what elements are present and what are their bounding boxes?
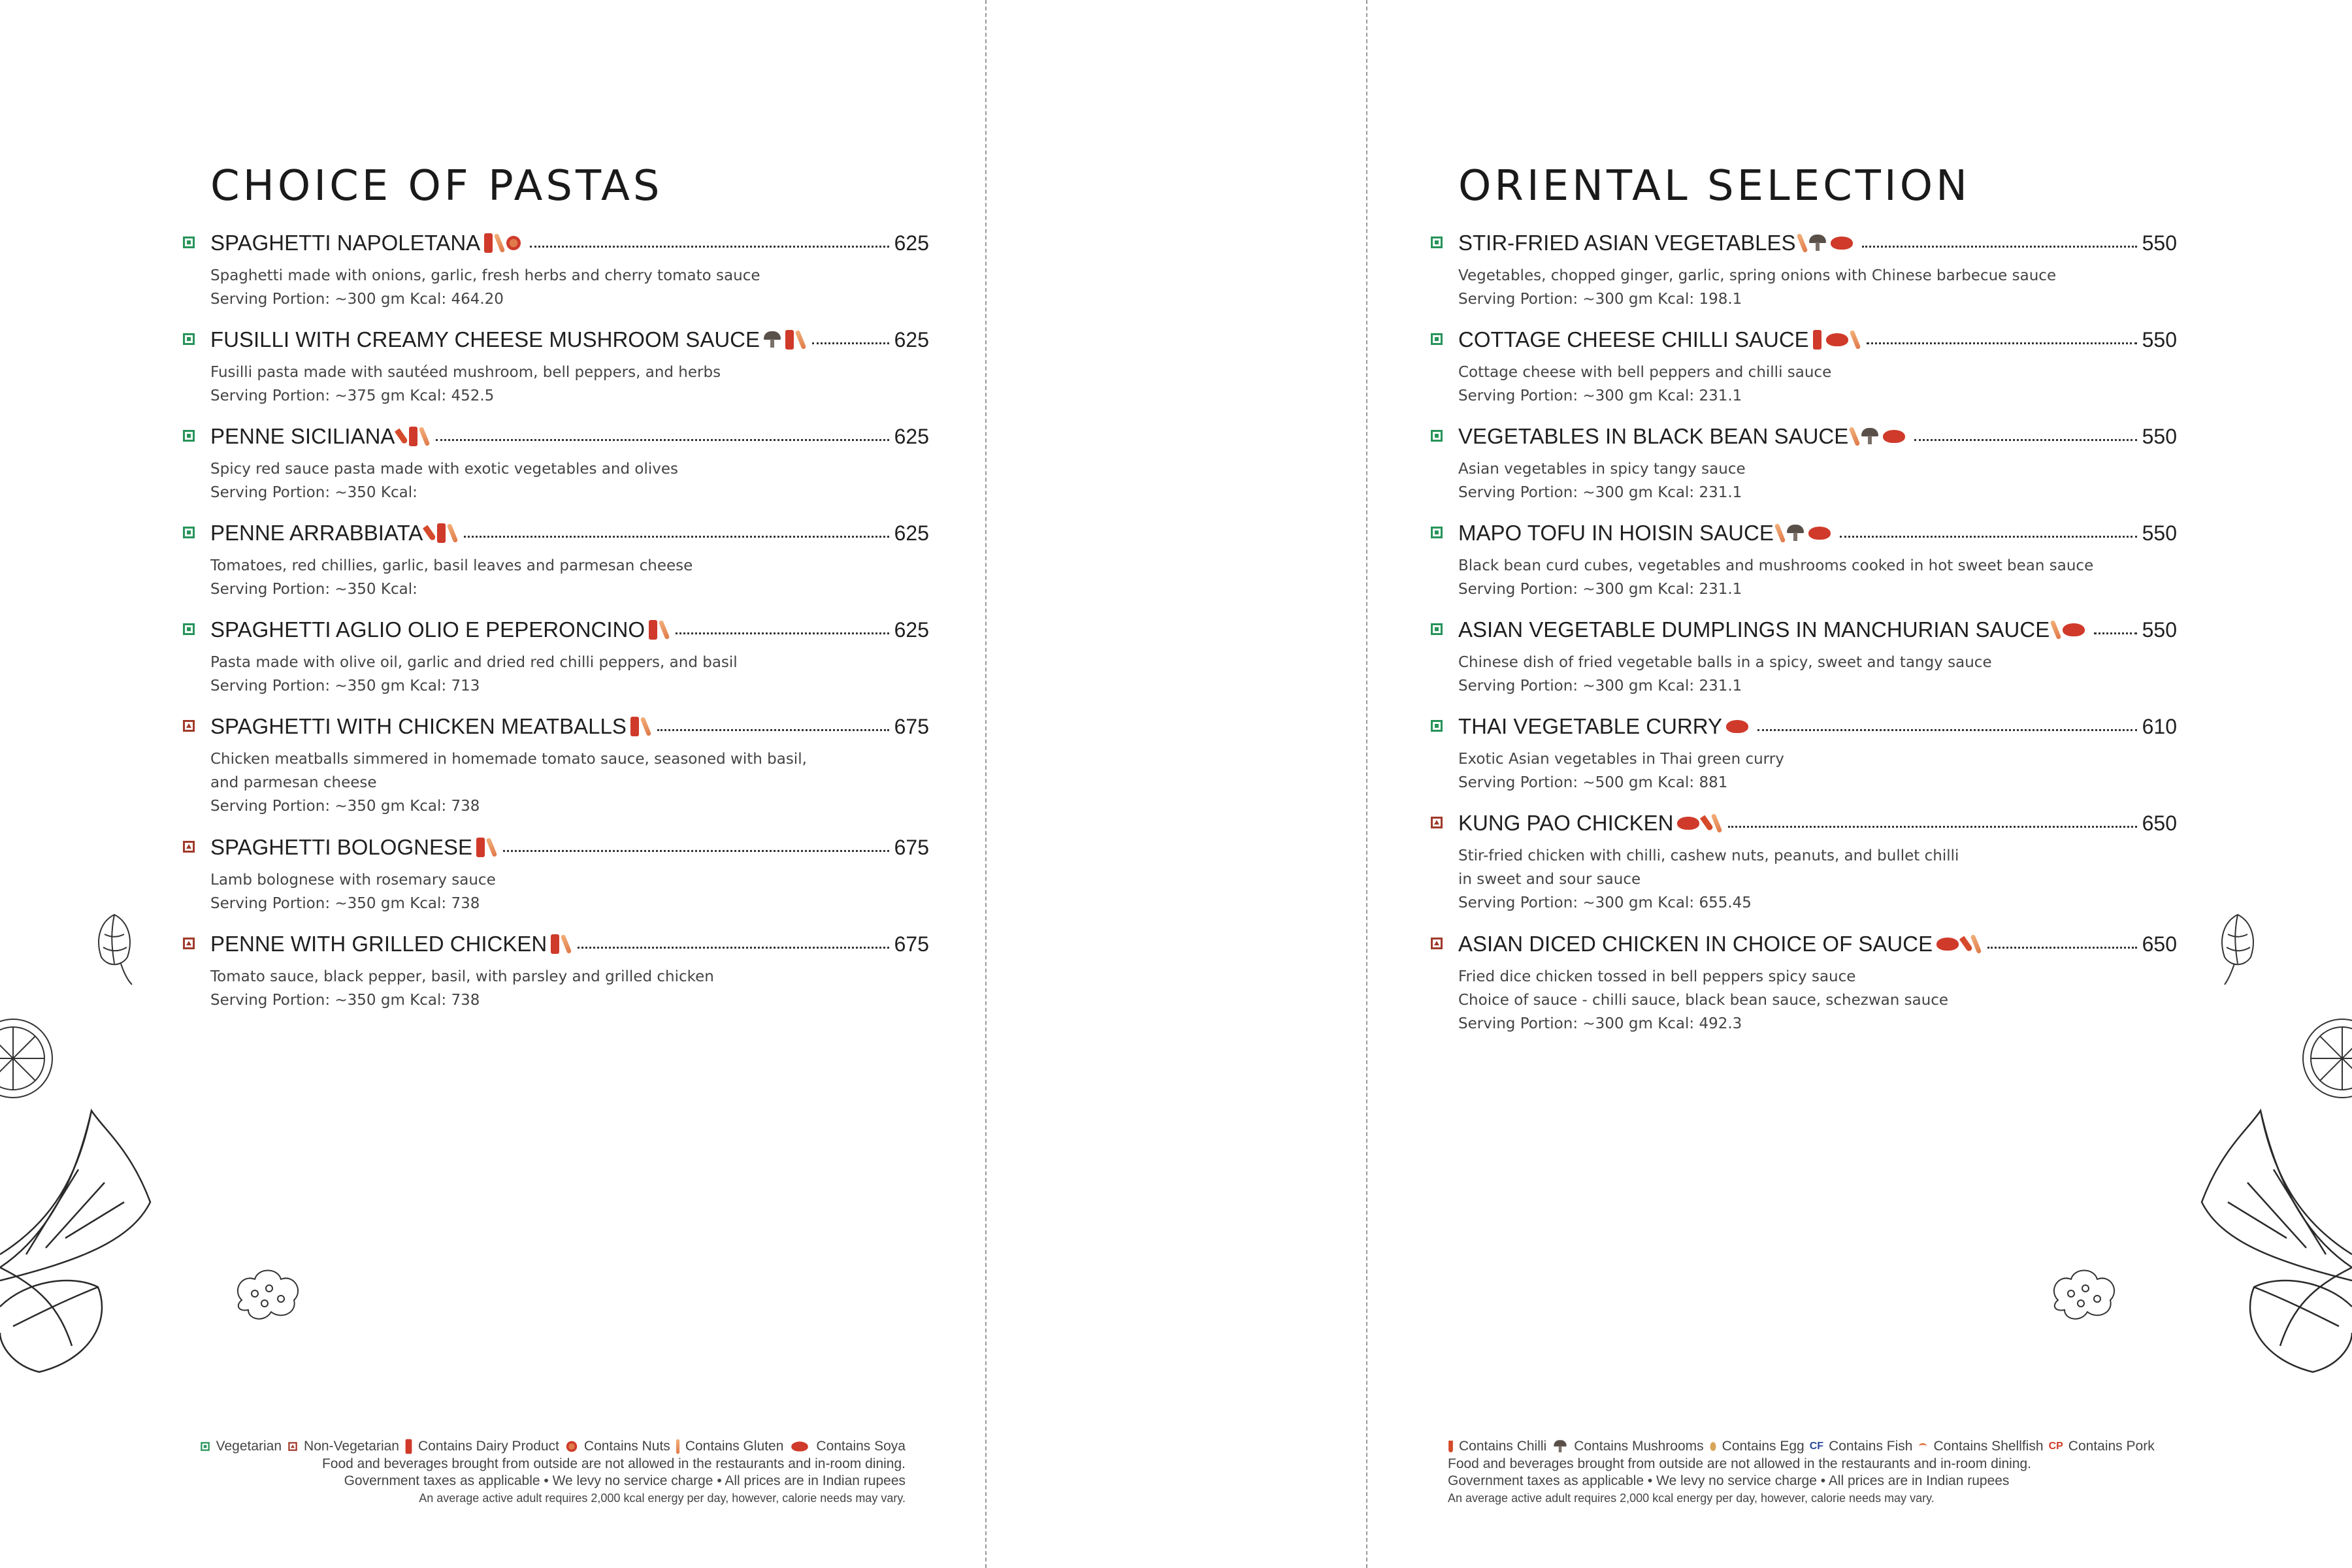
legend-dairy: Contains Dairy Product [417, 1439, 559, 1454]
menu-item-heading [1458, 930, 2177, 958]
menu-item [210, 325, 929, 404]
menu-item-heading [1458, 809, 2177, 838]
chilli-icon [1448, 1441, 1453, 1452]
menu-item-name: PENNE WITH GRILLED CHICKEN [210, 932, 547, 956]
menu-item-name: SPAGHETTI NAPOLETANA [210, 231, 481, 255]
legend-right [1448, 1437, 2199, 1507]
description-line: Serving Portion: ~300 gm Kcal: 231.1 [1458, 484, 1742, 501]
menu-item-heading [210, 325, 929, 354]
leader-dots [464, 536, 889, 538]
gluten-icon [795, 330, 807, 350]
leader-dots [1867, 342, 2137, 344]
description-line: Serving Portion: ~300 gm Kcal: 464.20 [210, 291, 504, 308]
dairy-icon [649, 620, 657, 640]
non-vegetarian-icon [1431, 938, 1443, 949]
menu-item-name: FUSILLI WITH CREAMY CHEESE MUSHROOM SAUCE [210, 327, 760, 351]
menu-item [210, 422, 929, 501]
menu-item-heading [1458, 325, 2177, 354]
legend-note-outside-food: Food and beverages brought from outside are not allowed in the restaurants and in-room dining. [321, 1456, 906, 1471]
menu-item-heading [210, 519, 929, 547]
menu-item-name: THAI VEGETABLE CURRY [1458, 714, 1723, 738]
menu-item-price: 625 [894, 425, 929, 448]
leader-dots [1862, 246, 2137, 248]
menu-item [1458, 325, 2177, 404]
menu-item-price: 675 [894, 836, 929, 859]
menu-item-name: STIR-FRIED ASIAN VEGETABLES [1458, 231, 1796, 255]
menu-item-description [1458, 361, 1831, 408]
nuts-icon [506, 236, 521, 250]
menu-item-price: 625 [894, 521, 929, 545]
nuts-icon [566, 1441, 578, 1452]
leader-dots [1840, 536, 2137, 538]
leader-dots [1728, 826, 2137, 828]
menu-item-heading [210, 615, 929, 644]
description-line: and parmesan cheese [210, 774, 377, 791]
allergen-icons [2053, 620, 2085, 640]
allergen-icons [1852, 427, 1905, 446]
description-line: Serving Portion: ~350 gm Kcal: 738 [210, 895, 480, 912]
menu-item-heading [210, 833, 929, 862]
shellfish-icon [1919, 1443, 1927, 1450]
legend-note-taxes: Government taxes as applicable • We levy no service charge • All prices are in Indian rupees [1448, 1473, 2010, 1488]
menu-item-heading [1458, 519, 2177, 547]
leader-dots [503, 850, 889, 852]
gluten-icon [676, 1439, 679, 1454]
soya-icon [1883, 430, 1905, 443]
egg-icon [1710, 1442, 1716, 1451]
legend-vegetarian: Vegetarian [216, 1439, 282, 1454]
gluten-icon [640, 717, 652, 736]
broccoli-illustration-right [2045, 1261, 2123, 1333]
gluten-icon [419, 427, 431, 446]
vegetarian-icon [201, 1442, 210, 1451]
legend-note-kcal: An average active adult requires 2,000 kcal energy per day, however, calorie needs may vary. [1448, 1492, 1935, 1505]
menu-item-description [1458, 747, 1784, 794]
menu-item [210, 229, 929, 308]
menu-item-description [1458, 264, 2056, 311]
description-line: Serving Portion: ~300 gm Kcal: 198.1 [1458, 291, 1742, 308]
leader-dots [1987, 947, 2137, 949]
menu-item-description [1458, 554, 2093, 601]
allergen-icons [764, 330, 803, 350]
menu-item [1458, 712, 2177, 791]
description-line: Serving Portion: ~350 Kcal: [210, 581, 417, 598]
menu-item-description [210, 457, 678, 504]
leader-dots [676, 632, 889, 634]
mushroom-icon [1554, 1440, 1567, 1453]
menu-item-price: 650 [2142, 811, 2177, 835]
menu-item [1458, 519, 2177, 598]
description-line: Serving Portion: ~300 gm Kcal: 231.1 [1458, 581, 1742, 598]
dairy-icon [785, 330, 794, 350]
description-line: Stir-fried chicken with chilli, cashew nuts, peanuts, and bullet chilli [1458, 847, 1959, 864]
gluten-icon [561, 934, 572, 954]
menu-item-heading [210, 930, 929, 958]
fish-icon: CF [1809, 1441, 1824, 1452]
menu-item-name-line [1458, 519, 1831, 547]
dairy-icon [476, 838, 485, 857]
menu-item-name-line [210, 325, 803, 354]
description-line: Serving Portion: ~350 Kcal: [210, 484, 417, 501]
menu-item-name-line [210, 615, 666, 644]
menu-item-name-line [1458, 712, 1748, 741]
legend-note-taxes: Government taxes as applicable • We levy no service charge • All prices are in Indian rupees [344, 1473, 906, 1488]
dairy-icon [437, 523, 446, 543]
menu-item-name: PENNE SICILIANA [210, 424, 395, 448]
description-line: Serving Portion: ~300 gm Kcal: 492.3 [1458, 1015, 1742, 1032]
description-line: Asian vegetables in spicy tangy sauce [1458, 461, 1746, 478]
menu-item-description [210, 747, 807, 818]
gluten-icon [659, 620, 670, 640]
fold-line-left [985, 0, 987, 1568]
allergen-icons [484, 233, 521, 253]
menu-item-price: 550 [2142, 231, 2177, 255]
menu-item-price: 625 [894, 231, 929, 255]
allergen-icons [1677, 813, 1719, 833]
menu-item-name-line [1458, 325, 1857, 354]
vegetarian-icon [1431, 430, 1443, 442]
vegetarian-icon [1431, 237, 1443, 248]
menu-item-description [210, 965, 714, 1012]
soya-icon [1826, 333, 1848, 346]
legend-soya: Contains Soya [816, 1439, 906, 1454]
leader-dots [530, 246, 889, 248]
menu-item [210, 930, 929, 1009]
allergen-icons [476, 838, 494, 857]
vegetarian-icon [1431, 623, 1443, 635]
allergen-icons [1726, 720, 1748, 733]
description-line: Spaghetti made with onions, garlic, fresh herbs and cherry tomato sauce [210, 267, 760, 284]
menu-item-name-line [1458, 809, 1719, 838]
chilli-icon [395, 429, 408, 445]
legend-pork: Contains Pork [2068, 1439, 2155, 1454]
menu-item-name: SPAGHETTI WITH CHICKEN MEATBALLS [210, 714, 627, 738]
description-line: Cottage cheese with bell peppers and chilli sauce [1458, 364, 1832, 381]
menu-item-name: PENNE ARRABBIATA [210, 521, 423, 545]
legend-note-kcal: An average active adult requires 2,000 kcal energy per day, however, calorie needs may vary. [419, 1492, 906, 1505]
gluten-icon [2050, 620, 2062, 640]
non-vegetarian-icon [183, 720, 195, 732]
description-line: Fried dice chicken tossed in bell peppers spicy sauce [1458, 968, 1856, 985]
vegetarian-icon [183, 237, 195, 248]
chilli-icon [423, 525, 436, 542]
gluten-icon [1774, 523, 1786, 543]
soya-icon [1831, 237, 1853, 250]
description-line: Tomato sauce, black pepper, basil, with parsley and grilled chicken [210, 968, 714, 985]
gluten-icon [447, 523, 459, 543]
menu-item [1458, 229, 2177, 308]
menu-item-description [1458, 651, 1992, 698]
allergen-icons [1936, 934, 1978, 954]
mushroom-icon [764, 331, 781, 348]
non-vegetarian-icon [288, 1442, 297, 1451]
menu-item-name: MAPO TOFU IN HOISIN SAUCE [1458, 521, 1774, 545]
mushroom-icon [1809, 235, 1826, 252]
allergen-icons [399, 427, 427, 446]
menu-item [1458, 930, 2177, 1032]
menu-item-price: 550 [2142, 425, 2177, 448]
menu-item-heading [210, 712, 929, 741]
legend-egg: Contains Egg [1722, 1439, 1805, 1454]
leader-dots [812, 342, 889, 344]
description-line: Serving Portion: ~300 gm Kcal: 231.1 [1458, 678, 1742, 694]
menu-item-name-line [210, 930, 568, 958]
gluten-icon [1849, 330, 1861, 350]
fold-line-right [1366, 0, 1367, 1568]
dairy-icon [484, 233, 493, 253]
pork-icon: CP [2048, 1441, 2063, 1452]
description-line: Serving Portion: ~500 gm Kcal: 881 [1458, 774, 1728, 791]
menu-item-name-line [1458, 229, 1853, 257]
allergen-icons [1778, 523, 1831, 543]
vegetarian-icon [183, 527, 195, 538]
menu-item-name-line [210, 712, 648, 741]
vegetarian-icon [183, 430, 195, 442]
menu-item-description [210, 264, 760, 311]
legend-chilli: Contains Chilli [1459, 1439, 1547, 1454]
description-line: in sweet and sour sauce [1458, 871, 1641, 888]
menu-item-price: 625 [894, 328, 929, 351]
menu-item-name: ASIAN DICED CHICKEN IN CHOICE OF SAUCE [1458, 932, 1933, 956]
dairy-icon [406, 1439, 412, 1454]
leader-dots [657, 729, 889, 731]
menu-item [210, 615, 929, 694]
gluten-icon [1796, 233, 1808, 253]
menu-item-name-line [1458, 422, 1905, 451]
menu-item-heading [1458, 712, 2177, 741]
description-line: Serving Portion: ~300 gm Kcal: 231.1 [1458, 387, 1742, 404]
legend-shellfish: Contains Shellfish [1933, 1439, 2044, 1454]
description-line: Tomatoes, red chillies, garlic, basil leaves and parmesan cheese [210, 557, 693, 574]
allergen-icons [649, 620, 666, 640]
menu-item-price: 550 [2142, 521, 2177, 545]
description-line: Serving Portion: ~350 gm Kcal: 738 [210, 992, 480, 1009]
menu-item-name: VEGETABLES IN BLACK BEAN SAUCE [1458, 424, 1849, 448]
menu-item-name: ASIAN VEGETABLE DUMPLINGS IN MANCHURIAN SAUCE [1458, 617, 2050, 642]
leader-dots [578, 947, 889, 949]
non-vegetarian-icon [1431, 817, 1443, 828]
menu-item-description [210, 554, 693, 601]
menu-item-name-line [210, 519, 455, 547]
menu-item-name-line [210, 833, 494, 862]
allergen-icons [1800, 233, 1853, 253]
description-line: Pasta made with olive oil, garlic and dried red chilli peppers, and basil [210, 654, 738, 671]
description-line: Spicy red sauce pasta made with exotic vegetables and olives [210, 461, 679, 478]
gluten-icon [1970, 934, 1982, 954]
menu-item-name: COTTAGE CHEESE CHILLI SAUCE [1458, 327, 1809, 351]
menu-item-description [1458, 844, 1959, 915]
broccoli-illustration-left [229, 1261, 307, 1333]
artichoke-illustration-right [2208, 905, 2267, 987]
menu-item-price: 675 [894, 715, 929, 738]
leader-dots [1757, 729, 2137, 731]
non-vegetarian-icon [183, 938, 195, 949]
soya-icon [1936, 938, 1959, 951]
soya-icon [1808, 527, 1831, 540]
non-vegetarian-icon [183, 841, 195, 853]
legend-fish: Contains Fish [1829, 1439, 1913, 1454]
leader-dots [2094, 632, 2137, 634]
soya-icon [1677, 817, 1699, 830]
menu-item-name-line [1458, 930, 1978, 958]
dairy-icon [551, 934, 559, 954]
description-line: Vegetables, chopped ginger, garlic, spring onions with Chinese barbecue sauce [1458, 267, 2057, 284]
leader-dots [1914, 439, 2137, 441]
legend-icons-row [154, 1437, 906, 1456]
description-line: Choice of sauce - chilli sauce, black bean sauce, schezwan sauce [1458, 992, 1949, 1009]
soya-icon [2063, 623, 2085, 636]
legend-non-vegetarian: Non-Vegetarian [304, 1439, 399, 1454]
menu-item-heading [210, 422, 929, 451]
gluten-icon [494, 233, 506, 253]
legend-note-outside-food: Food and beverages brought from outside are not allowed in the restaurants and in-room dining. [1448, 1456, 2032, 1471]
description-line: Black bean curd cubes, vegetables and mushrooms cooked in hot sweet bean sauce [1458, 557, 2094, 574]
gluten-icon [1711, 813, 1723, 833]
vegetarian-icon [1431, 333, 1443, 345]
menu-item-price: 675 [894, 932, 929, 956]
menu-item-name: SPAGHETTI BOLOGNESE [210, 835, 472, 859]
description-line: Chicken meatballs simmered in homemade tomato sauce, seasoned with basil, [210, 751, 807, 768]
legend-gluten: Contains Gluten [685, 1439, 784, 1454]
description-line: Serving Portion: ~350 gm Kcal: 738 [210, 798, 480, 815]
artichoke-illustration-left [85, 905, 144, 987]
leader-dots [436, 439, 889, 441]
gluten-icon [486, 838, 498, 857]
allergen-icons [630, 717, 648, 736]
menu-item-name-line [210, 422, 427, 451]
description-line: Serving Portion: ~300 gm Kcal: 655.45 [1458, 894, 1752, 911]
vegetarian-icon [1431, 720, 1443, 732]
legend-icons-row [1448, 1437, 2199, 1456]
menu-item-description [1458, 457, 1746, 504]
menu-item-name-line [210, 229, 521, 257]
menu-item-name-line [1458, 615, 2085, 644]
menu-item-description [210, 651, 738, 698]
menu-item-heading [1458, 422, 2177, 451]
dairy-icon [409, 427, 417, 446]
menu-item-price: 550 [2142, 328, 2177, 351]
legend-nuts: Contains Nuts [583, 1439, 670, 1454]
legend-left [154, 1437, 906, 1507]
soya-icon [792, 1442, 809, 1452]
menu-item-description [210, 868, 496, 915]
description-line: Lamb bolognese with rosemary sauce [210, 872, 496, 889]
description-line: Exotic Asian vegetables in Thai green curry [1458, 751, 1784, 768]
description-line: Chinese dish of fried vegetable balls in a spicy, sweet and tangy sauce [1458, 654, 1992, 671]
allergen-icons [551, 934, 568, 954]
description-line: Fusilli pasta made with sautéed mushroom, bell peppers, and herbs [210, 364, 721, 381]
legend-mushrooms: Contains Mushrooms [1574, 1439, 1704, 1454]
soya-icon [1726, 720, 1748, 733]
menu-item [210, 833, 929, 912]
menu-item [1458, 809, 2177, 911]
allergen-icons [427, 523, 455, 543]
vegetarian-icon [1431, 527, 1443, 538]
mushroom-icon [1861, 428, 1878, 445]
mushroom-icon [1787, 525, 1804, 542]
vegetarian-icon [183, 333, 195, 345]
section-title-pastas: CHOICE OF PASTAS [210, 162, 663, 210]
menu-item-price: 610 [2142, 715, 2177, 738]
menu-item [210, 519, 929, 598]
gluten-icon [1849, 427, 1861, 446]
menu-item-name: KUNG PAO CHICKEN [1458, 811, 1674, 835]
menu-item-heading [1458, 615, 2177, 644]
menu-item-description [1458, 965, 1948, 1036]
menu-item-name: SPAGHETTI AGLIO OLIO E PEPERONCINO [210, 617, 645, 642]
description-line: Serving Portion: ~375 gm Kcal: 452.5 [210, 387, 495, 404]
menu-item-price: 625 [894, 618, 929, 642]
dairy-icon [1813, 330, 1821, 350]
allergen-icons [1813, 330, 1857, 350]
menu-item-price: 650 [2142, 932, 2177, 956]
dairy-icon [630, 717, 639, 736]
menu-item-price: 550 [2142, 618, 2177, 642]
section-title-oriental: ORIENTAL SELECTION [1458, 162, 1970, 210]
menu-item [210, 712, 929, 815]
vegetarian-icon [183, 623, 195, 635]
menu-item-heading [210, 229, 929, 257]
menu-item [1458, 422, 2177, 501]
description-line: Serving Portion: ~350 gm Kcal: 713 [210, 678, 480, 694]
menu-item [1458, 615, 2177, 694]
menu-item-description [210, 361, 721, 408]
menu-item-heading [1458, 229, 2177, 257]
